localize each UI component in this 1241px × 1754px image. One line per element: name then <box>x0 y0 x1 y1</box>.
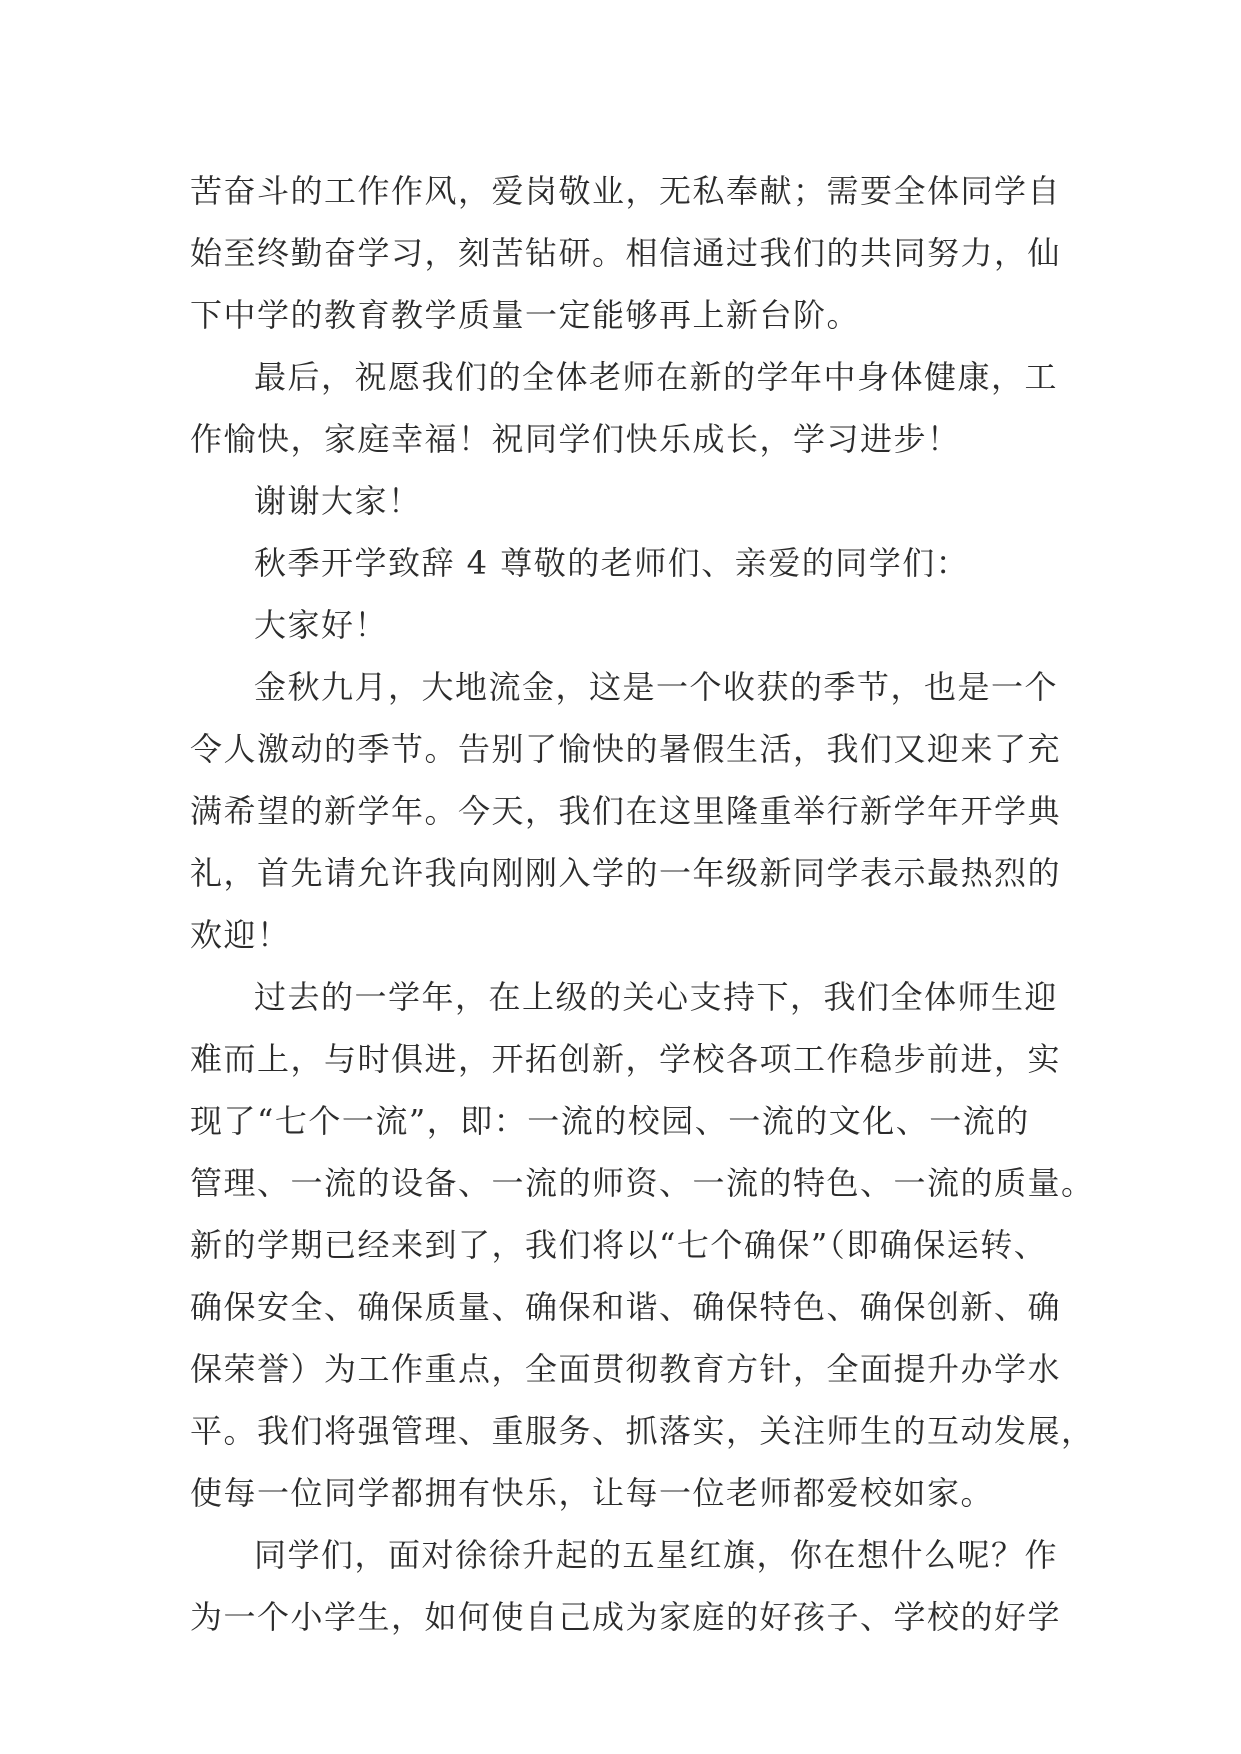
text-line: 为一个小学生，如何使自己成为家庭的好孩子、学校的好学 <box>190 1598 1062 1636</box>
text-line: 下中学的教育教学质量一定能够再上新台阶。 <box>190 296 861 334</box>
text-line: 作愉快，家庭幸福！祝同学们快乐成长，学习进步！ <box>190 420 961 458</box>
text-line: 使每一位同学都拥有快乐，让每一位老师都爱校如家。 <box>190 1474 995 1512</box>
text-line: 始至终勤奋学习，刻苦钻研。相信通过我们的共同努力，仙 <box>190 234 1062 272</box>
text-line: 平。我们将强管理、重服务、抓落实，关注师生的互动发展， <box>190 1412 1095 1450</box>
text-line: 欢迎！ <box>190 916 291 954</box>
text-line: 现了“七个一流”，即：一流的校园、一流的文化、一流的 <box>190 1102 1030 1140</box>
text-line: 满希望的新学年。今天，我们在这里隆重举行新学年开学典 <box>190 792 1062 830</box>
text-line: 金秋九月，大地流金，这是一个收获的季节，也是一个 <box>254 668 1059 706</box>
text-line: 苦奋斗的工作作风，爱岗敬业，无私奉献；需要全体同学自 <box>190 172 1062 210</box>
text-line: 令人激动的季节。告别了愉快的暑假生活，我们又迎来了充 <box>190 730 1062 768</box>
text-line: 礼，首先请允许我向刚刚入学的一年级新同学表示最热烈的 <box>190 854 1062 892</box>
text-line: 过去的一学年，在上级的关心支持下，我们全体师生迎 <box>254 978 1059 1016</box>
text-line: 最后，祝愿我们的全体老师在新的学年中身体健康，工 <box>254 358 1059 396</box>
text-line: 新的学期已经来到了，我们将以“七个确保”（即确保运转、 <box>190 1226 1048 1264</box>
text-line: 保荣誉）为工作重点，全面贯彻教育方针，全面提升办学水 <box>190 1350 1062 1388</box>
text-line: 管理、一流的设备、一流的师资、一流的特色、一流的质量。 <box>190 1164 1095 1202</box>
text-line: 谢谢大家！ <box>254 482 422 520</box>
text-line: 同学们，面对徐徐升起的五星红旗，你在想什么呢？作 <box>254 1536 1059 1574</box>
document-body <box>190 160 1095 1648</box>
greeting: 大家好！ <box>254 606 389 644</box>
text-line: 难而上，与时俱进，开拓创新，学校各项工作稳步前进，实 <box>190 1040 1062 1078</box>
text-line: 确保安全、确保质量、确保和谐、确保特色、确保创新、确 <box>190 1288 1062 1326</box>
section-heading: 秋季开学致辞 4 尊敬的老师们、亲爱的同学们： <box>254 544 970 582</box>
